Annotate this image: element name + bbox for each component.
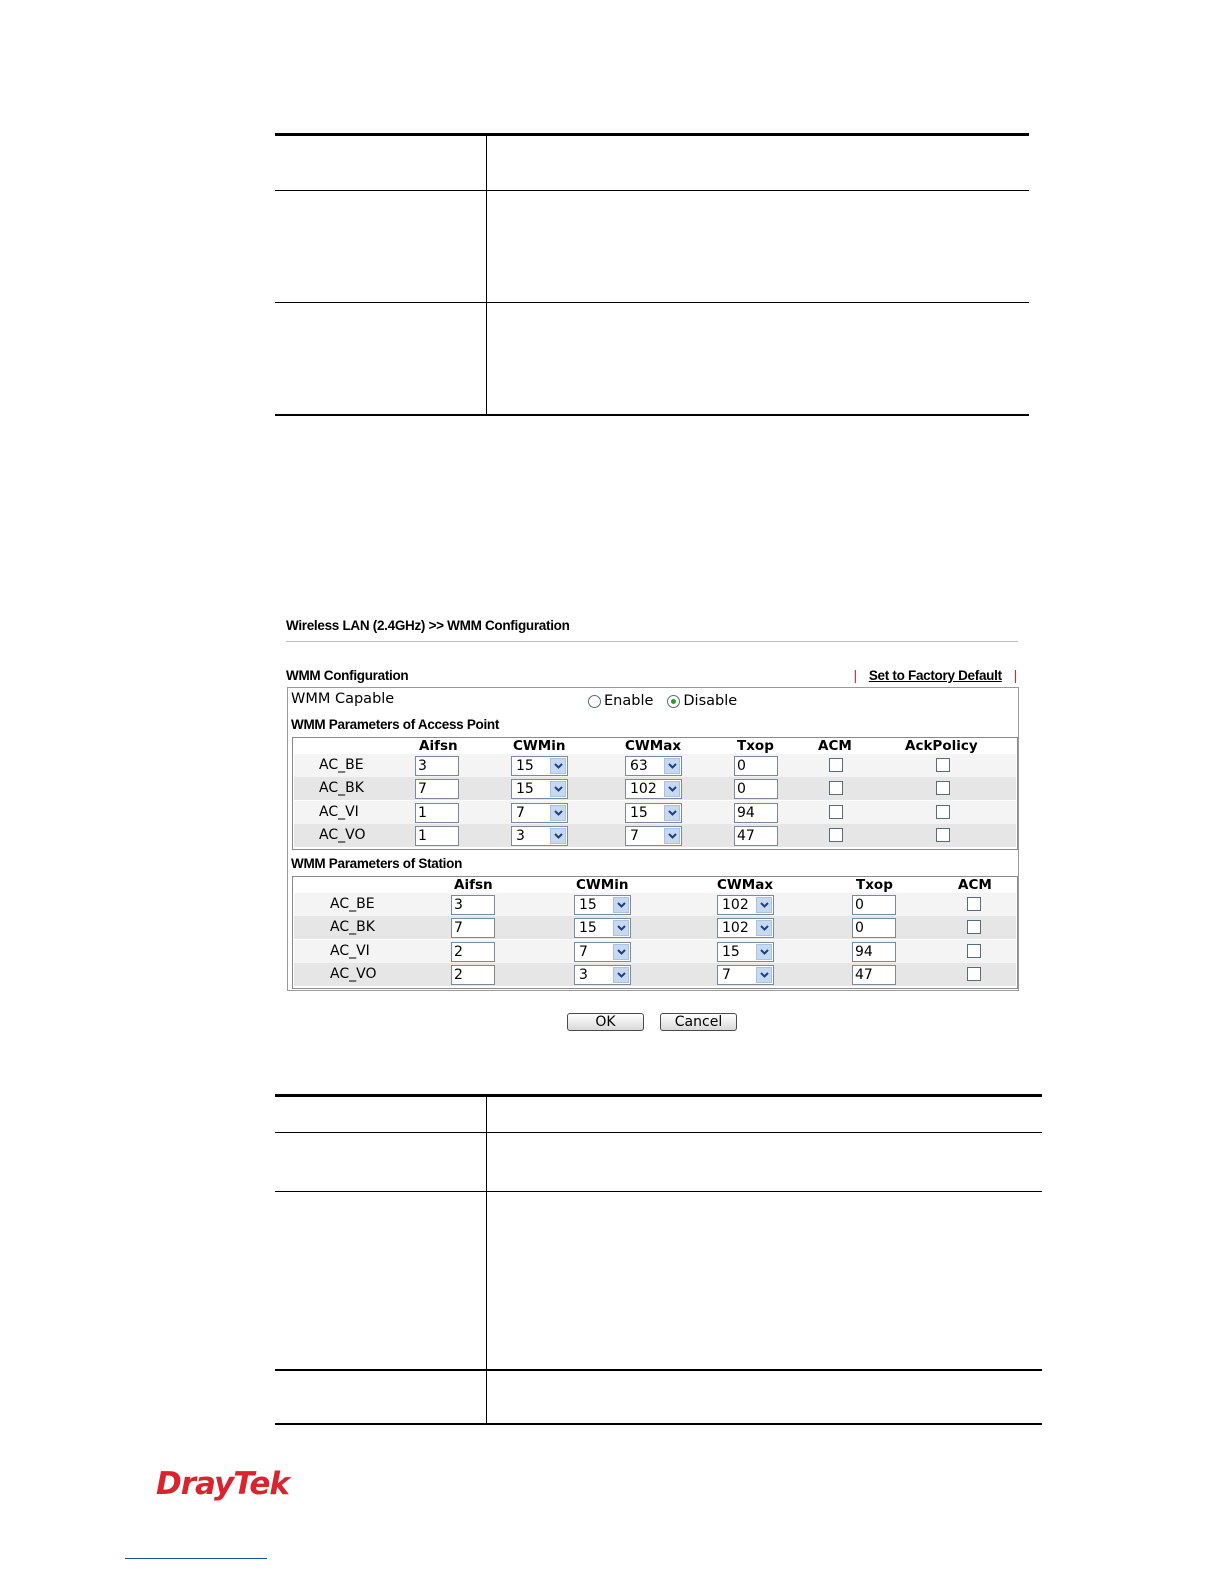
chevron-down-icon bbox=[617, 902, 626, 908]
enable-radio[interactable] bbox=[588, 693, 653, 709]
row-label: AC_VI bbox=[319, 803, 359, 820]
row-label: AC_BK bbox=[319, 780, 364, 797]
draytek-logo: DrayTek bbox=[156, 1466, 289, 1502]
dropdown-arrow-icon bbox=[664, 758, 680, 774]
ok-button[interactable]: OK bbox=[567, 1013, 644, 1031]
dropdown-arrow-icon bbox=[550, 805, 566, 821]
aifsn-input[interactable]: 2 bbox=[451, 965, 495, 985]
dropdown-arrow-icon bbox=[756, 967, 772, 983]
disable-radio[interactable] bbox=[667, 693, 737, 709]
table-row bbox=[294, 777, 1016, 800]
wmm-frame bbox=[287, 687, 1019, 991]
table-row bbox=[294, 754, 1016, 777]
cancel-button[interactable]: Cancel bbox=[660, 1013, 737, 1031]
footer-link-underline bbox=[125, 1558, 267, 1559]
acm-checkbox[interactable] bbox=[967, 944, 981, 958]
cwmax-select[interactable] bbox=[625, 826, 682, 846]
txop-input[interactable]: 47 bbox=[734, 826, 778, 846]
radio-circle-icon bbox=[588, 695, 601, 708]
table-rule bbox=[275, 1423, 1042, 1425]
cwmin-value: 15 bbox=[516, 781, 534, 798]
row-label: AC_VO bbox=[319, 826, 366, 843]
chevron-down-icon bbox=[760, 925, 769, 931]
doc-table-bottom bbox=[275, 1094, 1042, 1426]
column-header: ACM bbox=[958, 877, 992, 893]
table-row bbox=[294, 893, 1016, 916]
cwmax-select[interactable] bbox=[717, 918, 774, 938]
table-rule bbox=[275, 190, 1029, 191]
cwmin-value: 15 bbox=[579, 920, 597, 937]
txop-input[interactable]: 47 bbox=[852, 965, 896, 985]
breadcrumb-divider bbox=[286, 641, 1018, 642]
dropdown-arrow-icon bbox=[550, 828, 566, 844]
aifsn-input[interactable]: 1 bbox=[415, 826, 459, 846]
cwmax-value: 102 bbox=[722, 920, 749, 937]
chevron-down-icon bbox=[617, 925, 626, 931]
dropdown-arrow-icon bbox=[613, 944, 629, 960]
ackpolicy-checkbox[interactable] bbox=[936, 828, 950, 842]
table-rule bbox=[275, 1094, 1042, 1097]
dropdown-arrow-icon bbox=[613, 967, 629, 983]
txop-input[interactable]: 0 bbox=[734, 779, 778, 799]
cwmax-select[interactable] bbox=[625, 779, 682, 799]
cwmin-select[interactable] bbox=[574, 942, 631, 962]
ackpolicy-checkbox[interactable] bbox=[936, 805, 950, 819]
chevron-down-icon bbox=[617, 949, 626, 955]
dropdown-arrow-icon bbox=[756, 920, 772, 936]
aifsn-input[interactable]: 2 bbox=[451, 942, 495, 962]
column-header: CWMin bbox=[576, 877, 629, 893]
cwmax-value: 15 bbox=[630, 804, 648, 821]
cwmax-value: 102 bbox=[722, 897, 749, 913]
column-header: Aifsn bbox=[419, 738, 458, 754]
cwmin-select[interactable] bbox=[574, 965, 631, 985]
table-row bbox=[294, 963, 1016, 986]
table-row bbox=[294, 824, 1016, 847]
ackpolicy-checkbox[interactable] bbox=[936, 758, 950, 772]
ackpolicy-checkbox[interactable] bbox=[936, 781, 950, 795]
ap-params-title: WMM Parameters of Access Point bbox=[291, 717, 500, 732]
acm-checkbox[interactable] bbox=[829, 758, 843, 772]
cwmax-value: 15 bbox=[722, 943, 740, 960]
radio-selected-icon bbox=[667, 695, 680, 708]
wmm-capable-label: WMM Capable bbox=[291, 691, 395, 707]
dropdown-arrow-icon bbox=[756, 944, 772, 960]
aifsn-input[interactable]: 3 bbox=[451, 895, 495, 915]
table-row bbox=[294, 940, 1016, 963]
aifsn-input[interactable]: 7 bbox=[451, 918, 495, 938]
column-header: CWMax bbox=[717, 877, 774, 893]
row-label: AC_BE bbox=[319, 757, 364, 773]
chevron-down-icon bbox=[760, 902, 769, 908]
cwmin-select[interactable] bbox=[574, 918, 631, 938]
table-divider bbox=[486, 136, 487, 414]
acm-checkbox[interactable] bbox=[967, 897, 981, 911]
aifsn-input[interactable]: 3 bbox=[415, 756, 459, 776]
cwmax-value: 7 bbox=[630, 827, 639, 844]
disable-label: Disable bbox=[683, 693, 738, 709]
dropdown-arrow-icon bbox=[756, 897, 772, 913]
acm-checkbox[interactable] bbox=[829, 805, 843, 819]
acm-checkbox[interactable] bbox=[967, 920, 981, 934]
cwmax-value: 102 bbox=[630, 781, 657, 798]
cwmax-select[interactable] bbox=[625, 803, 682, 823]
table-rule bbox=[275, 133, 1029, 136]
column-header: CWMin bbox=[513, 738, 566, 754]
chevron-down-icon bbox=[554, 763, 563, 769]
wmm-capable-radio-group bbox=[588, 693, 737, 709]
column-header: Txop bbox=[856, 877, 893, 893]
table-row bbox=[294, 801, 1016, 824]
cwmax-value: 63 bbox=[630, 758, 648, 774]
acm-checkbox[interactable] bbox=[829, 828, 843, 842]
dropdown-arrow-icon bbox=[613, 897, 629, 913]
txop-input[interactable]: 94 bbox=[734, 803, 778, 823]
row-label: AC_VO bbox=[330, 965, 377, 982]
chevron-down-icon bbox=[668, 786, 677, 792]
dropdown-arrow-icon bbox=[550, 758, 566, 774]
column-header: Txop bbox=[737, 738, 774, 754]
cwmin-value: 15 bbox=[516, 758, 534, 774]
cwmin-select[interactable] bbox=[574, 895, 631, 915]
table-rule bbox=[275, 414, 1029, 416]
cwmin-select[interactable] bbox=[511, 826, 568, 846]
acm-checkbox[interactable] bbox=[829, 781, 843, 795]
cwmax-select[interactable] bbox=[717, 942, 774, 962]
doc-table-top bbox=[275, 133, 1029, 416]
chevron-down-icon bbox=[668, 833, 677, 839]
section-title: WMM Configuration bbox=[286, 668, 409, 683]
cwmin-select[interactable] bbox=[511, 803, 568, 823]
station-params-title: WMM Parameters of Station bbox=[291, 856, 463, 871]
cwmax-value: 7 bbox=[722, 966, 731, 983]
chevron-down-icon bbox=[668, 763, 677, 769]
chevron-down-icon bbox=[554, 833, 563, 839]
chevron-down-icon bbox=[617, 972, 626, 978]
row-label: AC_BE bbox=[330, 896, 375, 912]
dropdown-arrow-icon bbox=[550, 781, 566, 797]
dropdown-arrow-icon bbox=[664, 805, 680, 821]
ap-params-table bbox=[292, 737, 1018, 850]
chevron-down-icon bbox=[554, 786, 563, 792]
column-header: ACM bbox=[818, 738, 852, 754]
column-header: AckPolicy bbox=[905, 738, 978, 754]
cwmin-select[interactable] bbox=[511, 756, 568, 776]
cwmin-value: 15 bbox=[579, 897, 597, 913]
txop-input[interactable]: 0 bbox=[852, 918, 896, 938]
chevron-down-icon bbox=[668, 810, 677, 816]
cwmax-select[interactable] bbox=[625, 756, 682, 776]
aifsn-input[interactable]: 7 bbox=[415, 779, 459, 799]
cwmin-value: 3 bbox=[579, 966, 588, 983]
table-rule bbox=[275, 1191, 1042, 1192]
chevron-down-icon bbox=[760, 949, 769, 955]
cwmin-value: 7 bbox=[579, 943, 588, 960]
acm-checkbox[interactable] bbox=[967, 967, 981, 981]
wmm-configuration-panel bbox=[285, 615, 1019, 1035]
txop-input[interactable]: 0 bbox=[852, 895, 896, 915]
table-rule bbox=[275, 1132, 1042, 1133]
txop-input[interactable]: 94 bbox=[852, 942, 896, 962]
factory-default-link[interactable]: Set to Factory Default bbox=[868, 668, 1002, 683]
txop-input[interactable]: 0 bbox=[734, 756, 778, 776]
cwmax-select[interactable] bbox=[717, 965, 774, 985]
column-header: CWMax bbox=[625, 738, 682, 754]
aifsn-input[interactable]: 1 bbox=[415, 803, 459, 823]
column-header: Aifsn bbox=[454, 877, 493, 893]
factory-default-area: | Set to Factory Default | bbox=[853, 668, 1017, 683]
chevron-down-icon bbox=[760, 972, 769, 978]
cwmin-select[interactable] bbox=[511, 779, 568, 799]
cwmin-value: 7 bbox=[516, 804, 525, 821]
row-label: AC_VI bbox=[330, 942, 370, 959]
dropdown-arrow-icon bbox=[664, 781, 680, 797]
dropdown-arrow-icon bbox=[613, 920, 629, 936]
cwmin-value: 3 bbox=[516, 827, 525, 844]
breadcrumb: Wireless LAN (2.4GHz) >> WMM Configuration bbox=[286, 618, 570, 633]
enable-label: Enable bbox=[604, 693, 654, 709]
table-divider bbox=[486, 1097, 487, 1423]
cwmax-select[interactable] bbox=[717, 895, 774, 915]
station-params-table bbox=[292, 876, 1018, 989]
table-row bbox=[294, 916, 1016, 939]
row-label: AC_BK bbox=[330, 919, 375, 936]
chevron-down-icon bbox=[554, 810, 563, 816]
table-rule bbox=[275, 1369, 1042, 1371]
dropdown-arrow-icon bbox=[664, 828, 680, 844]
table-rule bbox=[275, 302, 1029, 303]
